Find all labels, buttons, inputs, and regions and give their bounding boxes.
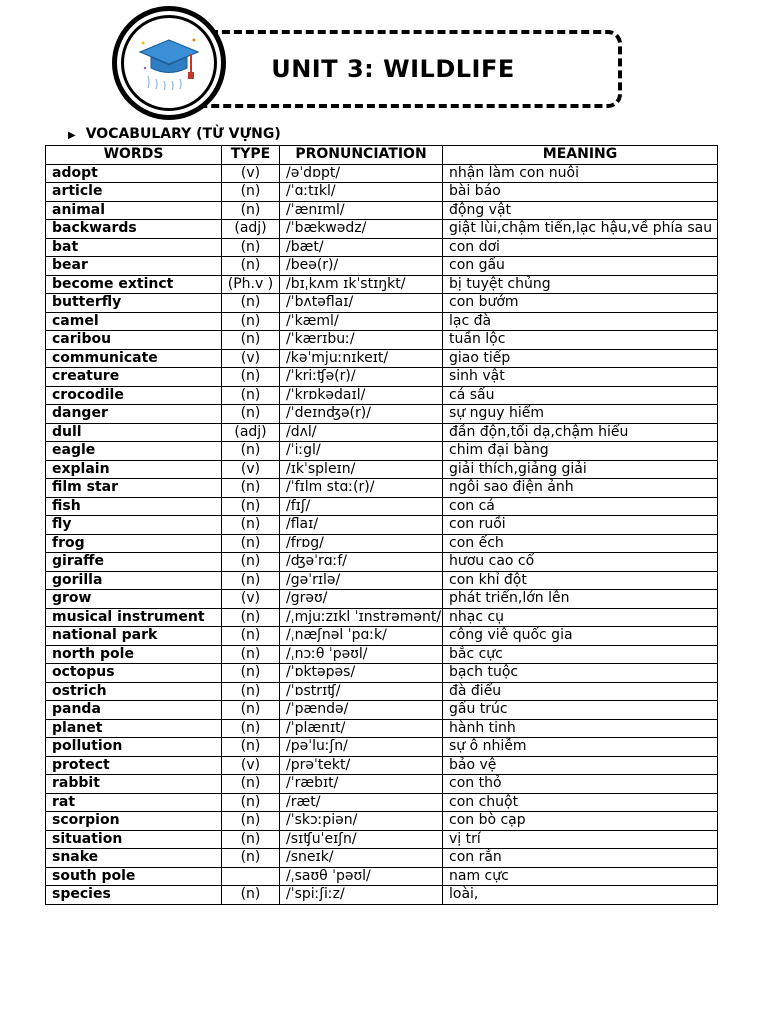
cell-pron: /grəʊ/ — [280, 590, 443, 609]
cell-pron: /ˌsaʊθ ˈpəʊl/ — [280, 867, 443, 886]
cell-pron: /ˈspiːʃiːz/ — [280, 886, 443, 905]
cell-word: dull — [46, 423, 222, 442]
table-row — [46, 812, 718, 831]
cell-type: (n) — [222, 849, 280, 868]
cell-pron: /ˈænɪml/ — [280, 201, 443, 220]
cell-pron: /sɪʧuˈeɪʃn/ — [280, 830, 443, 849]
cell-meaning: sinh vật — [443, 368, 718, 387]
cell-word: planet — [46, 719, 222, 738]
cell-type: (adj) — [222, 220, 280, 239]
cell-pron: /ˈbʌtəflaɪ/ — [280, 294, 443, 313]
cell-pron: /ˈdeɪnʤə(r)/ — [280, 405, 443, 424]
table-row — [46, 238, 718, 257]
cell-word: eagle — [46, 442, 222, 461]
cell-type: (n) — [222, 793, 280, 812]
cell-word: giraffe — [46, 553, 222, 572]
table-row — [46, 183, 718, 202]
cell-meaning: bài báo — [443, 183, 718, 202]
cell-word: become extinct — [46, 275, 222, 294]
cell-word: crocodile — [46, 386, 222, 405]
cell-pron: /bɪˌkʌm ɪkˈstɪŋkt/ — [280, 275, 443, 294]
cell-type: (Ph.v ) — [222, 275, 280, 294]
cell-word: animal — [46, 201, 222, 220]
cell-word: article — [46, 183, 222, 202]
cell-meaning: nam cực — [443, 867, 718, 886]
cell-pron: /ɪkˈspleɪn/ — [280, 460, 443, 479]
table-row — [46, 738, 718, 757]
cell-meaning: ngôi sao điện ảnh — [443, 479, 718, 498]
cell-meaning: con gấu — [443, 257, 718, 276]
cell-meaning: bạch tuộc — [443, 664, 718, 683]
cell-meaning: con chuột — [443, 793, 718, 812]
table-row — [46, 386, 718, 405]
cell-pron: /ˌnɔːθ ˈpəʊl/ — [280, 645, 443, 664]
cell-meaning: vị trí — [443, 830, 718, 849]
cell-word: snake — [46, 849, 222, 868]
section-title: VOCABULARY (TỪ VỰNG) — [85, 126, 281, 142]
cell-type: (n) — [222, 405, 280, 424]
cell-pron: /frɒg/ — [280, 534, 443, 553]
cell-pron: /ræt/ — [280, 793, 443, 812]
cell-meaning: con cá — [443, 497, 718, 516]
cell-meaning: phát triển,lớn lên — [443, 590, 718, 609]
cell-word: adopt — [46, 164, 222, 183]
cell-word: protect — [46, 756, 222, 775]
cell-type: (n) — [222, 830, 280, 849]
cell-word: film star — [46, 479, 222, 498]
cell-meaning: giải thích,giảng giải — [443, 460, 718, 479]
cell-meaning: cá sấu — [443, 386, 718, 405]
cell-pron: /ˈiːgl/ — [280, 442, 443, 461]
cell-pron: /ˈræbɪt/ — [280, 775, 443, 794]
cell-word: national park — [46, 627, 222, 646]
cell-pron: /ˈkæml/ — [280, 312, 443, 331]
cell-pron: /kəˈmjuːnɪkeɪt/ — [280, 349, 443, 368]
cell-meaning: bị tuyệt chủng — [443, 275, 718, 294]
cell-word: communicate — [46, 349, 222, 368]
cell-pron: /beə(r)/ — [280, 257, 443, 276]
cell-word: butterfly — [46, 294, 222, 313]
logo — [121, 15, 217, 111]
cell-pron: /ˈplænɪt/ — [280, 719, 443, 738]
cell-type: (n) — [222, 294, 280, 313]
table-row — [46, 775, 718, 794]
cell-word: south pole — [46, 867, 222, 886]
cell-type: (n) — [222, 812, 280, 831]
cell-word: scorpion — [46, 812, 222, 831]
table-row — [46, 590, 718, 609]
table-row — [46, 312, 718, 331]
cell-meaning: đần độn,tối dạ,chậm hiểu — [443, 423, 718, 442]
header-type: TYPE — [222, 146, 280, 165]
cell-word: rat — [46, 793, 222, 812]
cell-pron: /əˈdɒpt/ — [280, 164, 443, 183]
cell-meaning: gấu trúc — [443, 701, 718, 720]
cell-word: creature — [46, 368, 222, 387]
cell-meaning: con dơi — [443, 238, 718, 257]
cell-meaning: sự nguy hiểm — [443, 405, 718, 424]
cell-pron: /ˈɒktəpəs/ — [280, 664, 443, 683]
table-row — [46, 627, 718, 646]
table-row — [46, 442, 718, 461]
table-row — [46, 331, 718, 350]
cell-meaning: nhạc cụ — [443, 608, 718, 627]
cell-pron: /sneɪk/ — [280, 849, 443, 868]
cell-type — [222, 867, 280, 886]
cell-word: backwards — [46, 220, 222, 239]
table-row — [46, 534, 718, 553]
table-row — [46, 368, 718, 387]
cell-type: (v) — [222, 460, 280, 479]
table-row — [46, 571, 718, 590]
cell-type: (n) — [222, 479, 280, 498]
cell-word: ostrich — [46, 682, 222, 701]
cell-meaning: con ruồi — [443, 516, 718, 535]
cell-pron: /ˈɑːtɪkl/ — [280, 183, 443, 202]
cell-meaning: loài, — [443, 886, 718, 905]
cell-word: danger — [46, 405, 222, 424]
cell-meaning: tuần lộc — [443, 331, 718, 350]
table-row — [46, 553, 718, 572]
table-row — [46, 849, 718, 868]
bullet-icon: ▶ — [68, 130, 76, 141]
table-row — [46, 756, 718, 775]
cell-word: rabbit — [46, 775, 222, 794]
cell-type: (v) — [222, 590, 280, 609]
cell-type: (n) — [222, 386, 280, 405]
cell-word: bat — [46, 238, 222, 257]
cell-type: (n) — [222, 701, 280, 720]
cell-type: (n) — [222, 331, 280, 350]
cell-pron: /ˌnæʃnəl ˈpɑːk/ — [280, 627, 443, 646]
cell-meaning: lạc đà — [443, 312, 718, 331]
table-row — [46, 701, 718, 720]
cell-word: bear — [46, 257, 222, 276]
cell-pron: /prəˈtekt/ — [280, 756, 443, 775]
table-row — [46, 220, 718, 239]
cell-type: (n) — [222, 553, 280, 572]
table-row — [46, 886, 718, 905]
cell-type: (n) — [222, 534, 280, 553]
cell-meaning: con bướm — [443, 294, 718, 313]
table-row — [46, 645, 718, 664]
table-header-row — [46, 146, 718, 165]
graduation-cap-icon — [136, 30, 202, 96]
cell-type: (n) — [222, 886, 280, 905]
table-row — [46, 294, 718, 313]
cell-type: (n) — [222, 645, 280, 664]
cell-pron: /ʤəˈrɑːf/ — [280, 553, 443, 572]
page-title: UNIT 3: WILDLIFE — [271, 55, 515, 83]
cell-word: frog — [46, 534, 222, 553]
cell-type: (n) — [222, 719, 280, 738]
cell-meaning: hươu cao cổ — [443, 553, 718, 572]
cell-word: north pole — [46, 645, 222, 664]
table-row — [46, 682, 718, 701]
cell-pron: /bæt/ — [280, 238, 443, 257]
header-words: WORDS — [46, 146, 222, 165]
cell-meaning: bảo vệ — [443, 756, 718, 775]
cell-type: (n) — [222, 257, 280, 276]
cell-word: pollution — [46, 738, 222, 757]
table-row — [46, 867, 718, 886]
cell-word: caribou — [46, 331, 222, 350]
cell-type: (n) — [222, 238, 280, 257]
cell-pron: /gəˈrɪlə/ — [280, 571, 443, 590]
cell-word: octopus — [46, 664, 222, 683]
cell-meaning: con bò cạp — [443, 812, 718, 831]
cell-meaning: con khỉ đột — [443, 571, 718, 590]
cell-meaning: sự ô nhiễm — [443, 738, 718, 757]
cell-meaning: bắc cực — [443, 645, 718, 664]
cell-pron: /flaɪ/ — [280, 516, 443, 535]
cell-word: grow — [46, 590, 222, 609]
table-row — [46, 257, 718, 276]
cell-pron: /ˈfɪlm stɑː(r)/ — [280, 479, 443, 498]
cell-pron: /ˈpændə/ — [280, 701, 443, 720]
cell-meaning: nhận làm con nuôi — [443, 164, 718, 183]
cell-type: (n) — [222, 608, 280, 627]
header-pronunciation: PRONUNCIATION — [280, 146, 443, 165]
table-row — [46, 275, 718, 294]
cell-word: fly — [46, 516, 222, 535]
table-row — [46, 201, 718, 220]
cell-type: (n) — [222, 664, 280, 683]
cell-type: (n) — [222, 627, 280, 646]
cell-word: explain — [46, 460, 222, 479]
cell-pron: /dʌl/ — [280, 423, 443, 442]
table-row — [46, 516, 718, 535]
cell-type: (n) — [222, 775, 280, 794]
cell-meaning: giao tiếp — [443, 349, 718, 368]
cell-word: camel — [46, 312, 222, 331]
table-row — [46, 830, 718, 849]
cell-type: (v) — [222, 756, 280, 775]
cell-pron: /pəˈluːʃn/ — [280, 738, 443, 757]
cell-meaning: con ếch — [443, 534, 718, 553]
cell-type: (adj) — [222, 423, 280, 442]
cell-type: (n) — [222, 516, 280, 535]
table-row — [46, 608, 718, 627]
cell-word: situation — [46, 830, 222, 849]
cell-pron: /ˈskɔːpiən/ — [280, 812, 443, 831]
cell-type: (v) — [222, 164, 280, 183]
cell-meaning: hành tinh — [443, 719, 718, 738]
cell-type: (n) — [222, 368, 280, 387]
cell-word: panda — [46, 701, 222, 720]
table-row — [46, 423, 718, 442]
table-row — [46, 164, 718, 183]
cell-word: fish — [46, 497, 222, 516]
cell-meaning: công viê quốc gia — [443, 627, 718, 646]
table-row — [46, 719, 718, 738]
cell-type: (n) — [222, 201, 280, 220]
table-row — [46, 349, 718, 368]
cell-meaning: động vật — [443, 201, 718, 220]
cell-type: (n) — [222, 442, 280, 461]
cell-pron: /ˈbækwədz/ — [280, 220, 443, 239]
table-row — [46, 479, 718, 498]
cell-type: (n) — [222, 183, 280, 202]
cell-type: (n) — [222, 312, 280, 331]
cell-type: (n) — [222, 738, 280, 757]
cell-word: musical instrument — [46, 608, 222, 627]
table-row — [46, 460, 718, 479]
table-row — [46, 664, 718, 683]
table-row — [46, 405, 718, 424]
cell-pron: /ˌmjuːzɪkl ˈɪnstrəmənt/ — [280, 608, 443, 627]
header-meaning: MEANING — [443, 146, 718, 165]
vocabulary-table — [45, 145, 718, 905]
cell-word: gorilla — [46, 571, 222, 590]
cell-type: (v) — [222, 349, 280, 368]
cell-meaning: đà điểu — [443, 682, 718, 701]
cell-meaning: giật lùi,chậm tiến,lạc hậu,về phía sau — [443, 220, 718, 239]
cell-pron: /ˈkrɒkədaɪl/ — [280, 386, 443, 405]
cell-type: (n) — [222, 571, 280, 590]
table-row — [46, 497, 718, 516]
cell-pron: /ˈkriːʧə(r)/ — [280, 368, 443, 387]
section-heading — [68, 126, 281, 142]
cell-type: (n) — [222, 497, 280, 516]
cell-pron: /fɪʃ/ — [280, 497, 443, 516]
cell-type: (n) — [222, 682, 280, 701]
cell-meaning: con thỏ — [443, 775, 718, 794]
cell-meaning: chim đại bàng — [443, 442, 718, 461]
table-row — [46, 793, 718, 812]
cell-word: species — [46, 886, 222, 905]
cell-pron: /ˈɒstrɪʧ/ — [280, 682, 443, 701]
cell-meaning: con rắn — [443, 849, 718, 868]
cell-pron: /ˈkærɪbuː/ — [280, 331, 443, 350]
